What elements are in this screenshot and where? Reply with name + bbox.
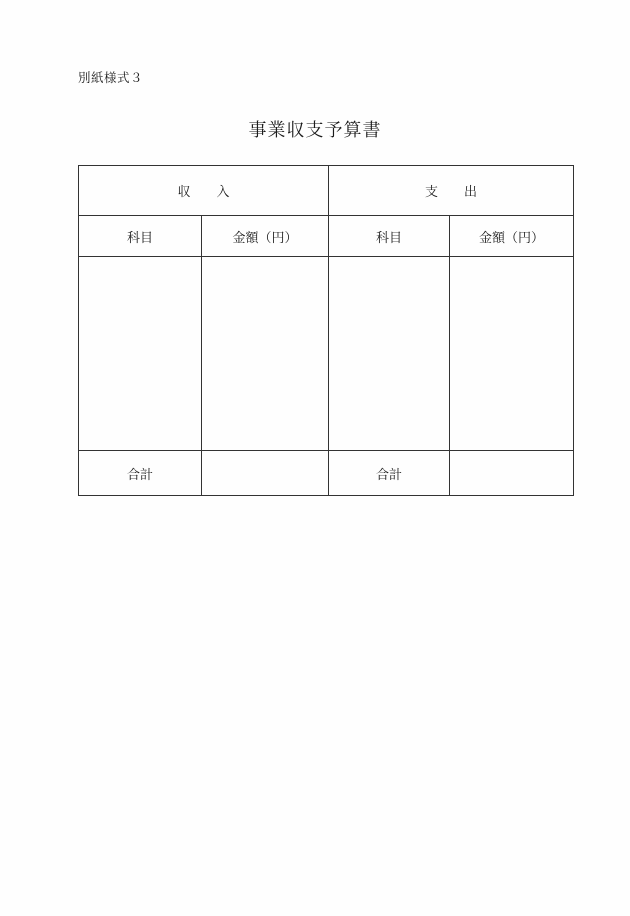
- expense-total-label: 合計: [329, 451, 450, 496]
- section-header-row: [79, 166, 574, 216]
- income-heading: 収 入: [79, 166, 329, 216]
- form-number: 別紙様式３: [78, 70, 144, 85]
- document-title: 事業収支予算書: [248, 120, 382, 141]
- income-total-value[interactable]: [202, 451, 329, 496]
- expense-total-value[interactable]: [450, 451, 574, 496]
- income-amounts-cell[interactable]: [202, 257, 329, 451]
- income-item-header: 科目: [79, 216, 202, 257]
- expense-item-header: 科目: [329, 216, 450, 257]
- income-amount-header: 金額（円）: [202, 216, 329, 257]
- column-header-row: [79, 216, 574, 257]
- total-row: [79, 451, 574, 496]
- expense-amount-header: 金額（円）: [450, 216, 574, 257]
- entries-row: [79, 257, 574, 451]
- income-total-label: 合計: [79, 451, 202, 496]
- budget-table: [78, 165, 574, 496]
- expense-heading: 支 出: [329, 166, 574, 216]
- expense-items-cell[interactable]: [329, 257, 450, 451]
- expense-amounts-cell[interactable]: [450, 257, 574, 451]
- income-items-cell[interactable]: [79, 257, 202, 451]
